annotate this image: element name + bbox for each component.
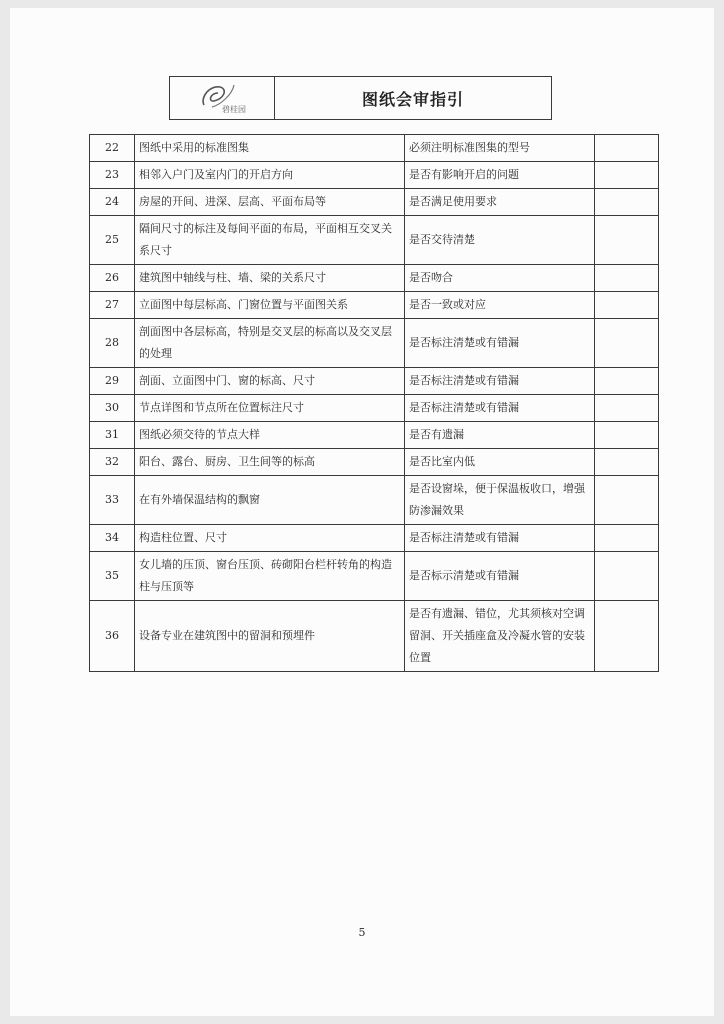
row-number: 23: [90, 162, 135, 189]
check-point: 是否吻合: [405, 265, 595, 292]
result-cell: [595, 395, 659, 422]
check-point: 必须注明标准图集的型号: [405, 135, 595, 162]
result-cell: [595, 135, 659, 162]
row-number: 36: [90, 601, 135, 672]
table-row: [90, 162, 659, 189]
row-number: 27: [90, 292, 135, 319]
row-number: 24: [90, 189, 135, 216]
check-point: 是否交待清楚: [405, 216, 595, 265]
result-cell: [595, 552, 659, 601]
table-row: [90, 476, 659, 525]
result-cell: [595, 162, 659, 189]
document-header: [169, 76, 552, 120]
row-number: 26: [90, 265, 135, 292]
table-row: [90, 135, 659, 162]
table-row: [90, 216, 659, 265]
row-number: 22: [90, 135, 135, 162]
result-cell: [595, 476, 659, 525]
table-row: [90, 395, 659, 422]
result-cell: [595, 189, 659, 216]
table-row: [90, 601, 659, 672]
row-number: 30: [90, 395, 135, 422]
table-row: [90, 292, 659, 319]
check-point: 是否有遗漏、错位，尤其须核对空调留洞、开关插座盒及冷凝水管的安装位置: [405, 601, 595, 672]
page-number: 5: [358, 926, 366, 939]
review-checklist-table: [89, 134, 659, 672]
check-point: 是否标示清楚或有错漏: [405, 552, 595, 601]
review-item: 阳台、露台、厨房、卫生间等的标高: [135, 449, 405, 476]
review-item: 节点详图和节点所在位置标注尺寸: [135, 395, 405, 422]
row-number: 25: [90, 216, 135, 265]
check-point: 是否标注清楚或有错漏: [405, 368, 595, 395]
result-cell: [595, 216, 659, 265]
check-point: 是否满足使用要求: [405, 189, 595, 216]
review-item: 女儿墙的压顶、窗台压顶、砖砌阳台栏杆转角的构造柱与压顶等: [135, 552, 405, 601]
result-cell: [595, 449, 659, 476]
review-item: 在有外墙保温结构的飘窗: [135, 476, 405, 525]
review-item: 剖面、立面图中门、窗的标高、尺寸: [135, 368, 405, 395]
table-row: [90, 368, 659, 395]
review-item: 隔间尺寸的标注及每间平面的布局，平面相互交叉关系尺寸: [135, 216, 405, 265]
table-row: [90, 422, 659, 449]
table-row: [90, 525, 659, 552]
table-row: [90, 449, 659, 476]
review-item: 相邻入户门及室内门的开启方向: [135, 162, 405, 189]
result-cell: [595, 265, 659, 292]
result-cell: [595, 525, 659, 552]
review-item: 立面图中每层标高、门窗位置与平面图关系: [135, 292, 405, 319]
table-row: [90, 319, 659, 368]
review-item: 图纸必须交待的节点大样: [135, 422, 405, 449]
row-number: 34: [90, 525, 135, 552]
row-number: 32: [90, 449, 135, 476]
result-cell: [595, 319, 659, 368]
row-number: 28: [90, 319, 135, 368]
table-row: [90, 189, 659, 216]
check-point: 是否标注清楚或有错漏: [405, 319, 595, 368]
review-item: 设备专业在建筑图中的留洞和预埋件: [135, 601, 405, 672]
result-cell: [595, 292, 659, 319]
row-number: 29: [90, 368, 135, 395]
check-point: 是否有遗漏: [405, 422, 595, 449]
review-item: 房屋的开间、进深、层高、平面布局等: [135, 189, 405, 216]
review-item: 构造柱位置、尺寸: [135, 525, 405, 552]
review-item: 剖面图中各层标高，特别是交叉层的标高以及交叉层的处理: [135, 319, 405, 368]
check-point: 是否有影响开启的问题: [405, 162, 595, 189]
result-cell: [595, 368, 659, 395]
check-point: 是否标注清楚或有错漏: [405, 525, 595, 552]
row-number: 33: [90, 476, 135, 525]
row-number: 31: [90, 422, 135, 449]
check-point: 是否比室内低: [405, 449, 595, 476]
review-item: 图纸中采用的标准图集: [135, 135, 405, 162]
check-point: 是否设窗垛，便于保温板收口，增强防渗漏效果: [405, 476, 595, 525]
logo-text: 碧桂园: [222, 105, 246, 114]
company-logo: [170, 77, 275, 119]
check-point: 是否标注清楚或有错漏: [405, 395, 595, 422]
row-number: 35: [90, 552, 135, 601]
table-row: [90, 552, 659, 601]
check-point: 是否一致或对应: [405, 292, 595, 319]
table-row: [90, 265, 659, 292]
result-cell: [595, 601, 659, 672]
document-title: 图纸会审指引: [361, 89, 464, 109]
result-cell: [595, 422, 659, 449]
review-item: 建筑图中轴线与柱、墙、梁的关系尺寸: [135, 265, 405, 292]
